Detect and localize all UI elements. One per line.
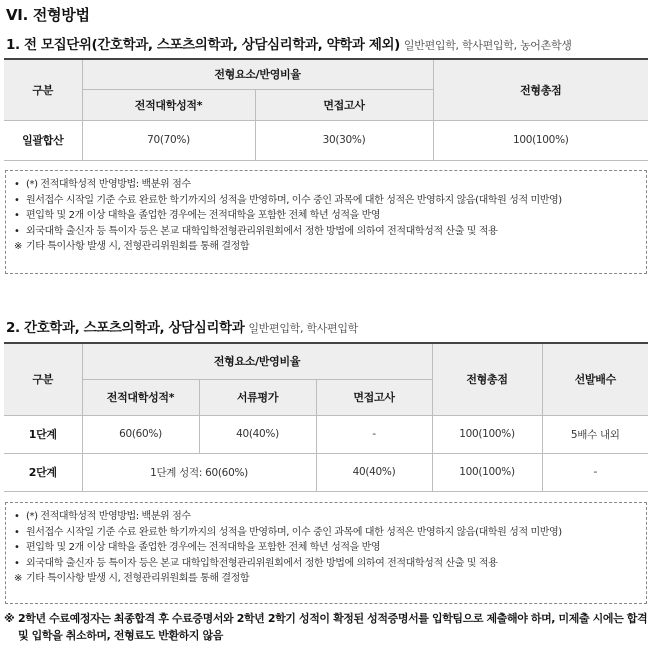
table-cell: 1단계 성적: 60(60%) [82, 453, 316, 491]
table-cell: 70(70%) [82, 120, 255, 160]
list-item: • 외국대학 출신자 등 특이자 등은 본교 대학입학전형관리위원회에서 정한 방법에 의하여 전적대학성적 산출 및 적용 [14, 556, 646, 572]
list-item: • 원서접수 시작일 기준 수료 완료한 학기까지의 성적을 반영하며, 이수 중인 과목에 대한 성적은 반영하지 않음(대학원 성적 미반영) [14, 525, 646, 541]
part2-subtitle: 일반편입학, 학사편입학 [248, 322, 358, 335]
reference-mark-icon: ※ [14, 573, 22, 585]
part2-heading-text: 2. 간호학과, 스포츠의학과, 상담심리학과 [6, 320, 245, 336]
total-header: 전형총점 [432, 343, 542, 415]
reference-mark-icon: ※ [14, 241, 22, 253]
row-label: 1단계 [4, 415, 82, 453]
sub-header-interview: 면접고사 [316, 379, 432, 415]
elements-header: 전형요소/반영비율 [82, 343, 432, 379]
multiplier-header: 선발배수 [542, 343, 648, 415]
bullet-icon: • [14, 179, 20, 190]
part2-notes [5, 502, 647, 604]
list-item: • 외국대학 출신자 등 특이자 등은 본교 대학입학전형관리위원회에서 정한 방법에 의하여 전적대학성적 산출 및 적용 [14, 224, 646, 240]
part2-table [4, 342, 648, 492]
part1-notes [5, 170, 647, 274]
table-cell: 60(60%) [82, 415, 199, 453]
reference-mark-icon: ※ [4, 612, 15, 625]
list-item: ※ 기타 특이사항 발생 시, 전형관리위원회를 통해 결정함 [14, 571, 646, 587]
table-cell: 5배수 내외 [542, 415, 648, 453]
part1-table [4, 58, 648, 161]
part1-heading [6, 33, 572, 53]
part1-heading-text: 1. 전 모집단위(간호학과, 스포츠의학과, 상담심리학과, 약학과 제외) [6, 37, 400, 53]
table-cell: - [542, 453, 648, 491]
table-cell: 40(40%) [316, 453, 432, 491]
sub-header-transcript: 전적대학성적* [82, 89, 255, 120]
table-row [4, 453, 648, 491]
table-cell: 40(40%) [199, 415, 316, 453]
bullet-icon: • [14, 542, 20, 554]
table-cell: - [316, 415, 432, 453]
bullet-icon: • [14, 557, 20, 569]
table-cell: 100(100%) [433, 120, 648, 160]
list-item: ※ 기타 특이사항 발생 시, 전형관리위원회를 통해 결정함 [14, 239, 646, 255]
list-item: • 원서접수 시작일 기준 수료 완료한 학기까지의 성적을 반영하며, 이수 중인 과목에 대한 성적은 반영하지 않음(대학원 성적 미반영) [14, 193, 646, 209]
part2-heading [6, 316, 358, 336]
bullet-icon: • [14, 194, 20, 206]
total-header: 전형총점 [433, 59, 648, 120]
table-cell: 100(100%) [432, 453, 542, 491]
bullet-icon: • [14, 210, 20, 222]
row-label: 일괄합산 [4, 120, 82, 160]
table-row [4, 415, 648, 453]
col-group-header: 구분 [4, 59, 82, 120]
elements-header: 전형요소/반영비율 [82, 59, 433, 89]
sub-header-transcript: 전적대학성적* [82, 379, 199, 415]
row-label: 2단계 [4, 453, 82, 491]
col-group-header: 구분 [4, 343, 82, 415]
bullet-icon: • [14, 225, 20, 237]
bullet-icon: • [14, 511, 20, 522]
list-item: • 편입학 및 2개 이상 대학을 졸업한 경우에는 전적대학을 포함한 전체 학년 성적을 반영 [14, 540, 646, 556]
part1-subtitle: 일반편입학, 학사편입학, 농어촌학생 [403, 39, 572, 52]
list-item: • (*) 전적대학성적 반영방법: 백분위 점수 [14, 509, 646, 525]
list-item: • 편입학 및 2개 이상 대학을 졸업한 경우에는 전적대학을 포함한 전체 학년 성적을 반영 [14, 208, 646, 224]
sub-header-documents: 서류평가 [199, 379, 316, 415]
list-item: • (*) 전적대학성적 반영방법: 백분위 점수 [14, 177, 646, 193]
table-cell: 100(100%) [432, 415, 542, 453]
footnote [4, 610, 649, 644]
table-row [4, 120, 648, 160]
sub-header-interview: 면접고사 [255, 89, 433, 120]
section-title: VI. 전형방법 [6, 6, 90, 24]
footnote-text: 2학년 수료예정자는 최종합격 후 수료증명서와 2학년 2학기 성적이 확정된 성적증명서를 입학팀으로 제출해야 하며, 미제출 시에는 합격 및 입학을 취소하며, 전형료도 반환하지 않음 [18, 612, 648, 642]
bullet-icon: • [14, 526, 20, 538]
table-cell: 30(30%) [255, 120, 433, 160]
